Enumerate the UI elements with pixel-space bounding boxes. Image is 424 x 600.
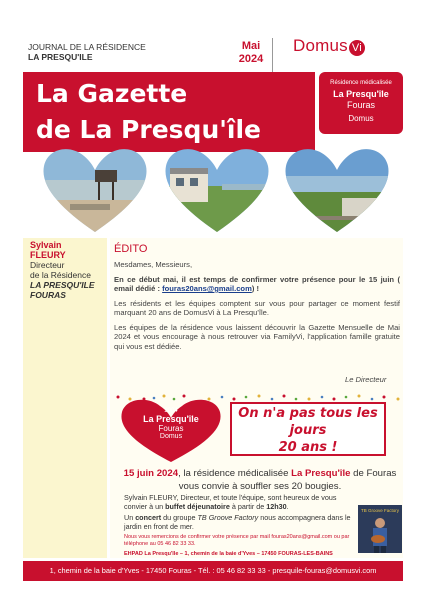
- journal-label: [28, 42, 146, 62]
- info2-a: Un: [124, 513, 136, 522]
- edito-paragraph-2: Les résidents et les équipes comptent sur vous pour partager ce moment festif marquant 20 ans de DomusVi à La Presqu'île.: [114, 298, 400, 317]
- edito-greeting: Mesdames, Messieurs,: [114, 260, 193, 269]
- edito-p1-a: En ce début mai, il est temps de confirmer votre présence pour le 15 juin ( email dédié :: [114, 274, 400, 293]
- event-info: [124, 494, 356, 562]
- info1-c: à partir de: [229, 501, 267, 511]
- event-residence: La Presqu'île: [291, 468, 351, 479]
- edito-paragraph-1: [114, 275, 400, 294]
- info1-d: 12h30: [266, 501, 287, 511]
- residence-card-brand: Domus: [348, 114, 374, 123]
- band-photo-caption: TB Groove Factory: [360, 508, 399, 513]
- event-text-a: , la résidence médicalisée: [178, 468, 292, 479]
- residence-card-type: Résidence médicalisée: [330, 80, 392, 86]
- info2-d: TB Groove Factory: [197, 513, 259, 522]
- brand-vi-circle: Vi: [349, 40, 365, 56]
- edito-signature: Le Directeur: [345, 375, 387, 384]
- author-res2: FOURAS: [30, 290, 66, 300]
- event-info-1: [124, 494, 356, 511]
- anniversary-city: Fouras: [158, 424, 184, 433]
- info2-b: concert: [135, 513, 162, 522]
- band-photo: [358, 505, 402, 553]
- gazette-title-line1: La Gazette: [36, 79, 188, 108]
- rsvp-email-link[interactable]: fouras20ans@gmail.com: [162, 284, 252, 293]
- event-announcement: [117, 467, 403, 493]
- journal-line1: JOURNAL DE LA RÉSIDENCE: [28, 42, 146, 52]
- event-address: EHPAD La Presqu'île – 1, chemin de la baie d'Yves – 17450 FOURAS-LES-BAINS: [124, 551, 333, 557]
- event-date: 15 juin 2024: [123, 468, 179, 479]
- domusvi-logo: [293, 36, 365, 56]
- event-info-2: [124, 514, 356, 531]
- residence-card-city: Fouras: [346, 100, 375, 110]
- heart-photo-coast: [282, 146, 392, 234]
- anniversary-name: La Presqu'île: [143, 414, 199, 424]
- author-role2: de la Résidence: [30, 270, 91, 280]
- issue-year: 2024: [238, 53, 264, 65]
- edito-title: ÉDITO: [114, 243, 148, 255]
- author-first-name: Sylvain: [30, 240, 62, 250]
- author-block: [30, 240, 108, 300]
- journal-line2: LA PRESQU'ILE: [28, 52, 93, 62]
- issue-date: [232, 40, 270, 66]
- gazette-title: [36, 76, 261, 148]
- event-rsvp: Nous vous remercions de confirmer votre présence par mail fouras20ans@gmail.com ou par téléphone au 05 46 82 33 33.: [124, 534, 350, 547]
- info2-e: nous accompagnera dans le jardin en front de mer.: [124, 513, 351, 531]
- edito-body: [114, 260, 400, 356]
- slogan-line2: 20 ans !: [278, 440, 338, 455]
- info1-a: Sylvain FLEURY, Directeur, et toute l'équipe, sont heureux de vous convier à un: [124, 493, 337, 511]
- slogan: [230, 405, 386, 456]
- anniversary-year: 2004: [164, 408, 178, 414]
- footer-bar: 1, chemin de la baie d'Yves - 17450 Fouras - Tél. : 05 46 82 33 33 - presquile-fouras@domusvi.com: [23, 561, 403, 581]
- issue-month: Mai: [241, 40, 261, 52]
- residence-card: [319, 72, 403, 134]
- heart-photo-beach: [40, 146, 150, 234]
- author-role1: Directeur: [30, 260, 65, 270]
- anniversary-brand: Domus: [159, 433, 183, 440]
- event-text-b: de Fouras vous convie à souffler ses 20 bougies.: [178, 468, 397, 492]
- edito-p1-b: ) !: [251, 284, 259, 293]
- info1-e: .: [286, 501, 289, 511]
- guitarist-figure: [358, 513, 402, 553]
- anniversary-heart-text: [136, 408, 206, 440]
- residence-card-name: La Presqu'île: [333, 89, 389, 99]
- header-divider: [272, 38, 273, 74]
- brand-name: Domus: [293, 36, 348, 55]
- info1-b: buffet déjeunatoire: [165, 501, 230, 511]
- edito-paragraph-3: Les équipes de la résidence vous laissent découvrir la Gazette Mensuelle de Mai 2024 et vous encourage à nous retrouver via FamilyVi, l'application famille gratuite qui vous est dédiée.: [114, 322, 400, 351]
- slogan-line1: On n'a pas tous les jours: [238, 406, 378, 438]
- author-res1: LA PRESQU'ILE: [30, 280, 95, 290]
- gazette-title-line2: de La Presqu'île: [36, 115, 261, 144]
- heart-photo-building: [162, 146, 272, 234]
- author-last-name: FLEURY: [30, 250, 66, 260]
- info2-c: du groupe: [161, 513, 198, 522]
